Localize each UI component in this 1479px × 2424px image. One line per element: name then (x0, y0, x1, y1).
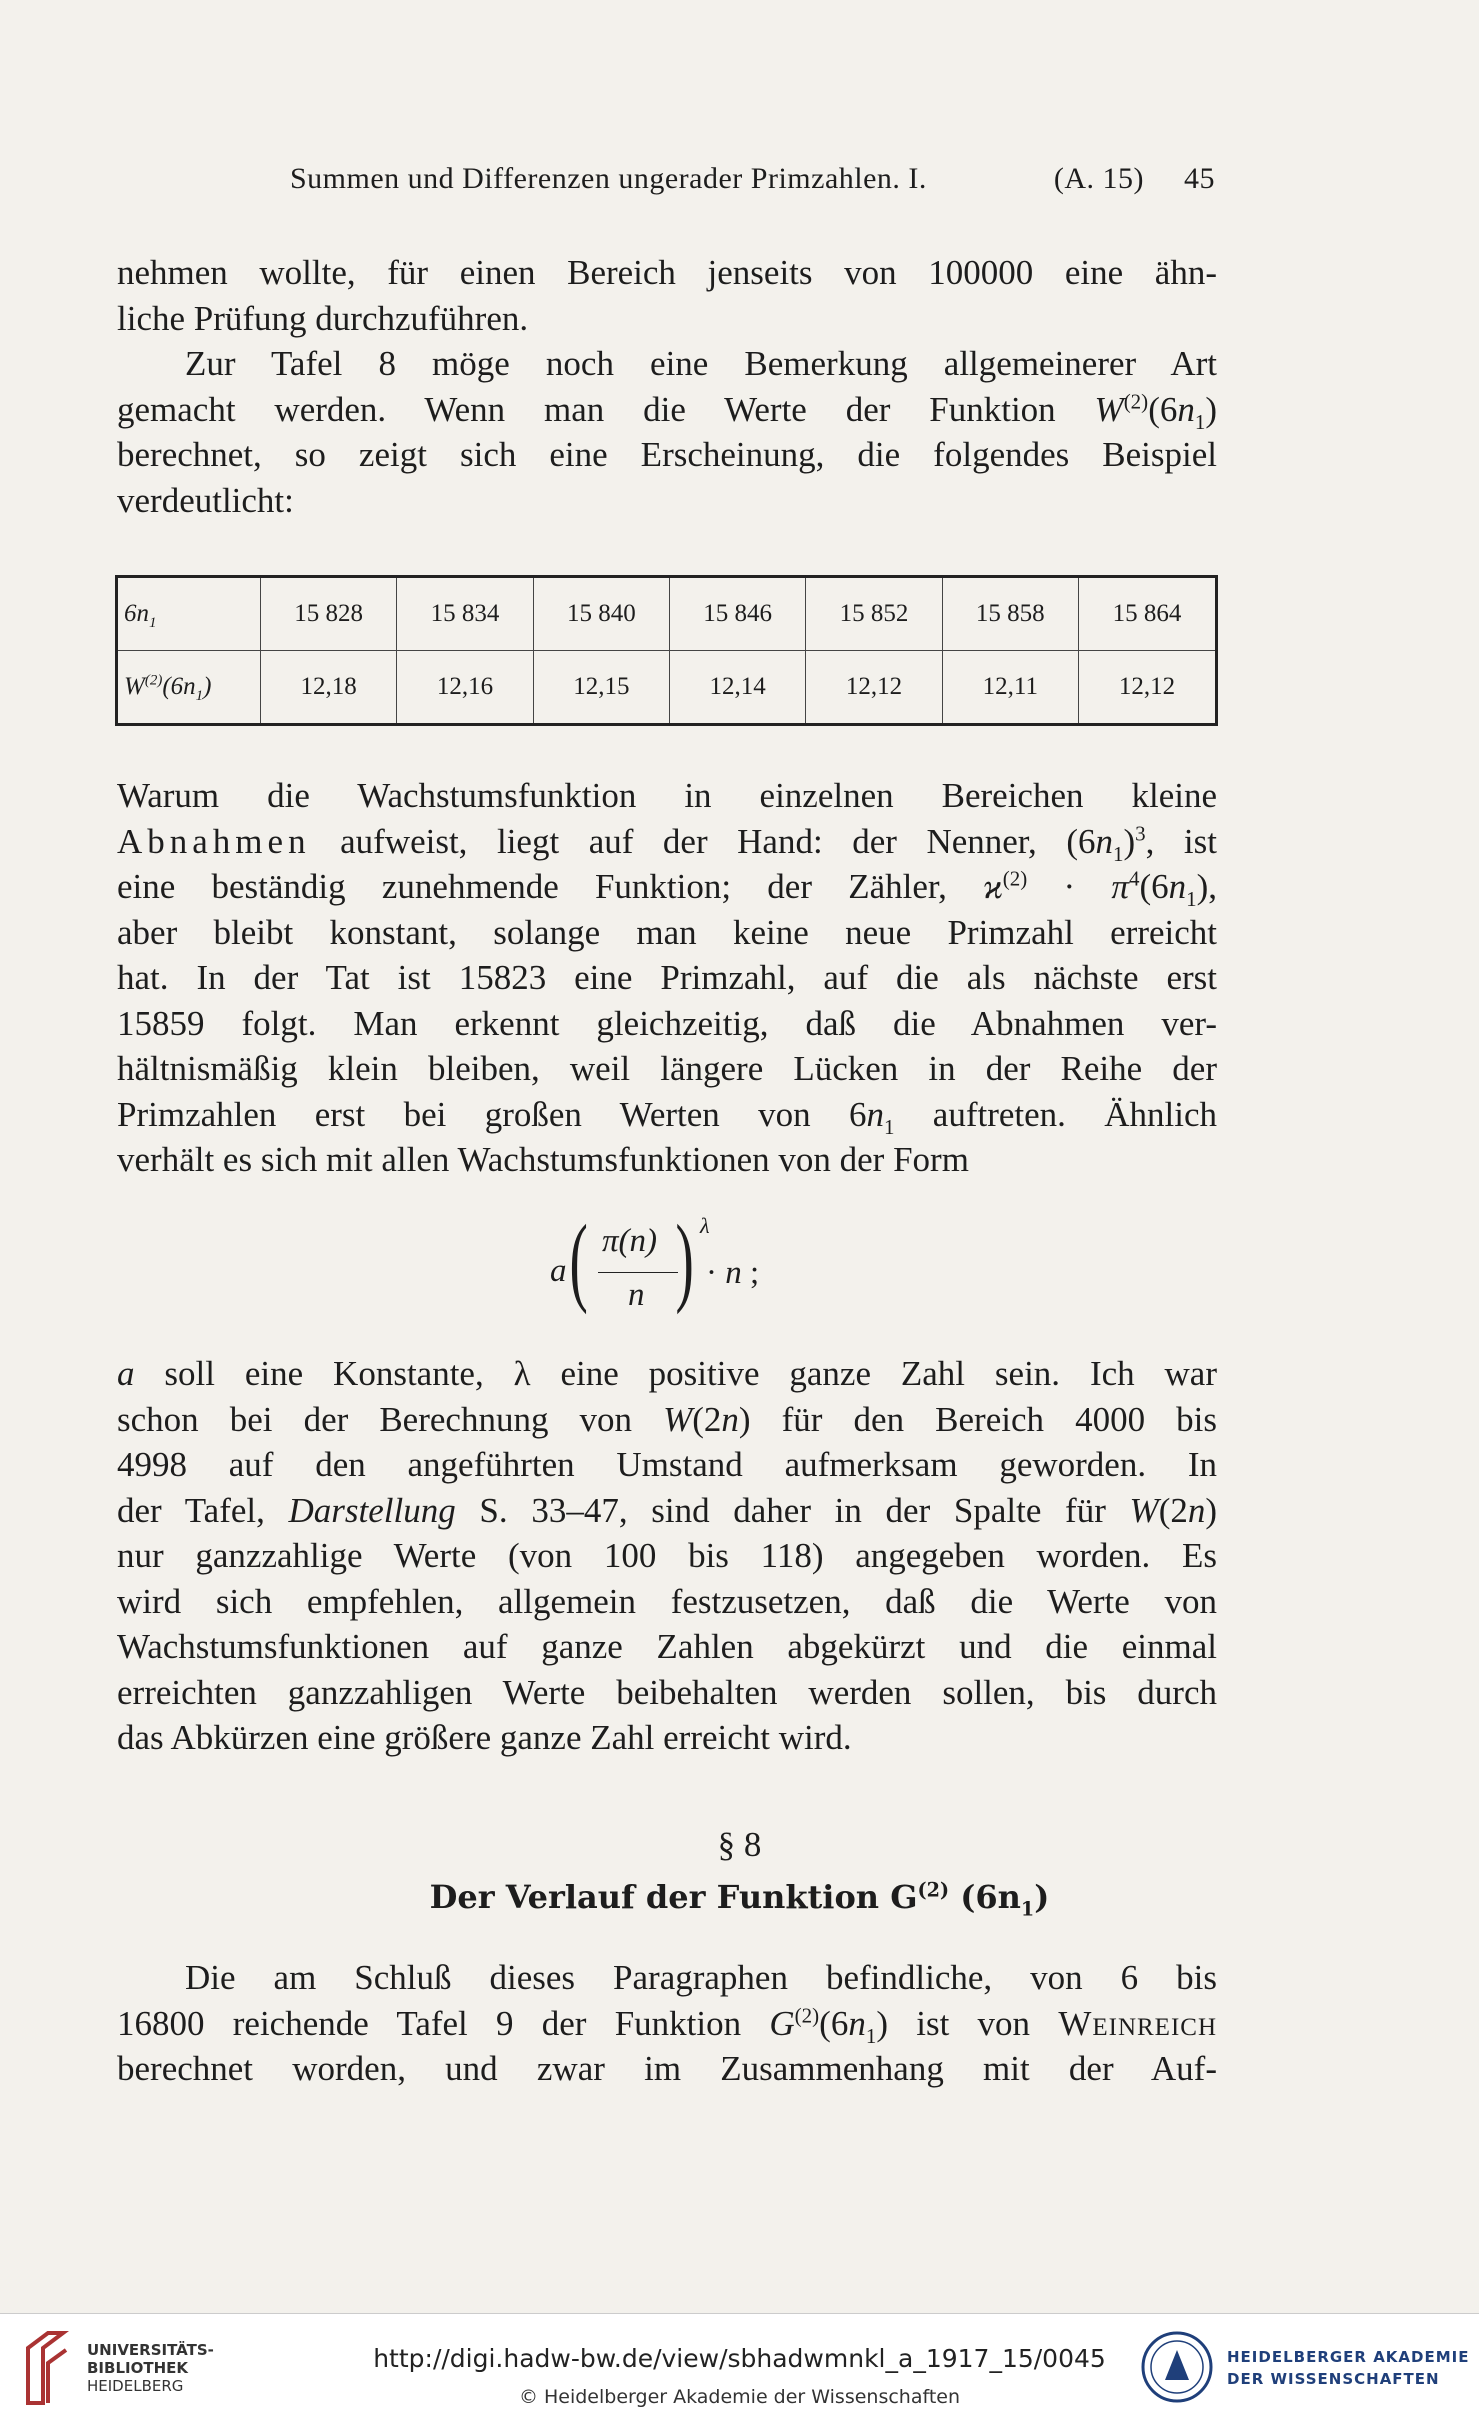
table-cell: 12,12 (806, 651, 942, 725)
text-line: Warum die Wachstumsfunktion in einzelnen Bereichen kleine (117, 776, 1217, 815)
table-cell: 15 864 (1078, 577, 1216, 651)
section-title: Der Verlauf der Funktion $G^{(2)}$ $(6n_1)$ (429, 1878, 1050, 1921)
values-table (115, 575, 1218, 726)
text-line: liche Prüfung durchzuführen. (117, 298, 529, 338)
academy-seal-icon (1140, 2330, 1215, 2405)
table-cell: 15 828 (261, 577, 397, 651)
text-line: 15859 folgt. Man erkennt gleichzeitig, daß die Abnahmen ver- (117, 1003, 1217, 1043)
text-line: berechnet worden, und zwar im Zusammenhang mit der Auf- (117, 2049, 1217, 2088)
academy-logo: HEIDELBERGER AKADEMIE DER WISSENSCHAFTEN (1140, 2330, 1470, 2405)
text-line: verdeutlicht: (117, 480, 294, 520)
table-row (117, 651, 1217, 725)
text-line: berechnet, so zeigt sich eine Erscheinung, die folgendes Beispiel (117, 435, 1217, 474)
text-line: der Tafel, Darstellung S. 33–47, sind daher in der Spalte für W(2n) (117, 1490, 1217, 1530)
text-line: nehmen wollte, für einen Bereich jenseits von 100000 eine ähn- (117, 253, 1217, 292)
text-line: hat. In der Tat ist 15823 eine Primzahl, auf die als nächste erst (117, 958, 1217, 997)
row-header-6n1: $6n_1$ (117, 577, 261, 651)
text-line: das Abkürzen eine größere ganze Zahl erreicht wird. (117, 1718, 852, 1757)
text-line: aber bleibt konstant, solange man keine neue Primzahl erreicht (117, 912, 1217, 952)
copyright: © Heidelberger Akademie der Wissenschaften (518, 2386, 961, 2408)
row-header-w2: $W^{(2)}(6n_1)$ (124, 672, 212, 704)
footer-bar (0, 2313, 1479, 2424)
university-library-logo: UNIVERSITÄTS- BIBLIOTHEK HEIDELBERG (18, 2328, 214, 2408)
text-line: schon bei der Berechnung von W(2n) für den Bereich 4000 bis (117, 1399, 1217, 1439)
text-line: verhält es sich mit allen Wachstumsfunktionen von der Form (117, 1140, 969, 1179)
formula: a ( π(n) n ) λ · n ; (550, 1204, 760, 1315)
text-line: 4998 auf den angeführten Umstand aufmerksam geworden. In (117, 1445, 1217, 1484)
text-line: 16800 reichende Tafel 9 der Funktion $G^{(2)}(6n_1)$ ist von Weinreich (117, 2002, 1217, 2048)
table-cell: 15 846 (669, 577, 805, 651)
table-cell: 15 858 (942, 577, 1078, 651)
paragraph-5 (117, 1955, 1217, 2092)
page-number: 45 (1184, 162, 1215, 195)
table-cell: 15 852 (806, 577, 942, 651)
table-cell: 12,12 (1078, 651, 1216, 725)
table-cell: 12,15 (533, 651, 669, 725)
permalink[interactable]: http://digi.hadw-bw.de/view/sbhadwmnkl_a_1917_15/0045 (373, 2344, 1106, 2373)
text-line: Wachstumsfunktionen auf ganze Zahlen abgekürzt und die einmal (117, 1627, 1217, 1666)
table-cell: 12,11 (942, 651, 1078, 725)
table-cell: 12,18 (261, 651, 397, 725)
paragraph-2 (117, 341, 1217, 523)
text-line: a soll eine Konstante, λ eine positive ganze Zahl sein. Ich war (117, 1354, 1217, 1393)
text-line: Zur Tafel 8 möge noch eine Bemerkung allgemeinerer Art (185, 344, 1217, 383)
text-line: gemacht werden. Wenn man die Werte der Funktion $W^{(2)}(6n_1)$ (117, 388, 1217, 434)
text-line: eine beständig zunehmende Funktion; der Zähler, $ϰ^{(2)} \cdot \pi^4(6n_1)$, (117, 866, 1217, 911)
paragraph-1 (117, 250, 1217, 341)
text-line: Primzahlen erst bei großen Werten von $6n_1$ auftreten. Ähnlich (117, 1094, 1217, 1139)
text-line: Abnahmen aufweist, liegt auf der Hand: der Nenner, $(6n_1)^3$, ist (117, 820, 1217, 866)
paragraph-4 (117, 1351, 1217, 1761)
paragraph-3 (117, 773, 1217, 1183)
text-line: nur ganzzahlige Werte (von 100 bis 118) angegeben worden. Es (117, 1536, 1217, 1575)
text-line: erreichten ganzzahligen Werte beibehalten werden sollen, bis durch (117, 1672, 1217, 1712)
table-cell: 15 840 (533, 577, 669, 651)
section-ref: (A. 15) (1053, 162, 1144, 195)
text-line: hältnismäßig klein bleiben, weil längere Lücken in der Reihe der (117, 1049, 1217, 1088)
table-cell: 12,14 (669, 651, 805, 725)
table-cell: 15 834 (397, 577, 533, 651)
table-cell: 12,16 (397, 651, 533, 725)
running-header (290, 162, 1215, 196)
running-title: Summen und Differenzen ungerader Primzahlen. I. (290, 162, 927, 195)
text-line: wird sich empfehlen, allgemein festzusetzen, daß die Werte von (117, 1581, 1217, 1621)
section-number: § 8 (717, 1825, 762, 1864)
text-line: Die am Schluß dieses Paragraphen befindliche, von 6 bis (185, 1958, 1217, 1997)
table-row (117, 577, 1217, 651)
